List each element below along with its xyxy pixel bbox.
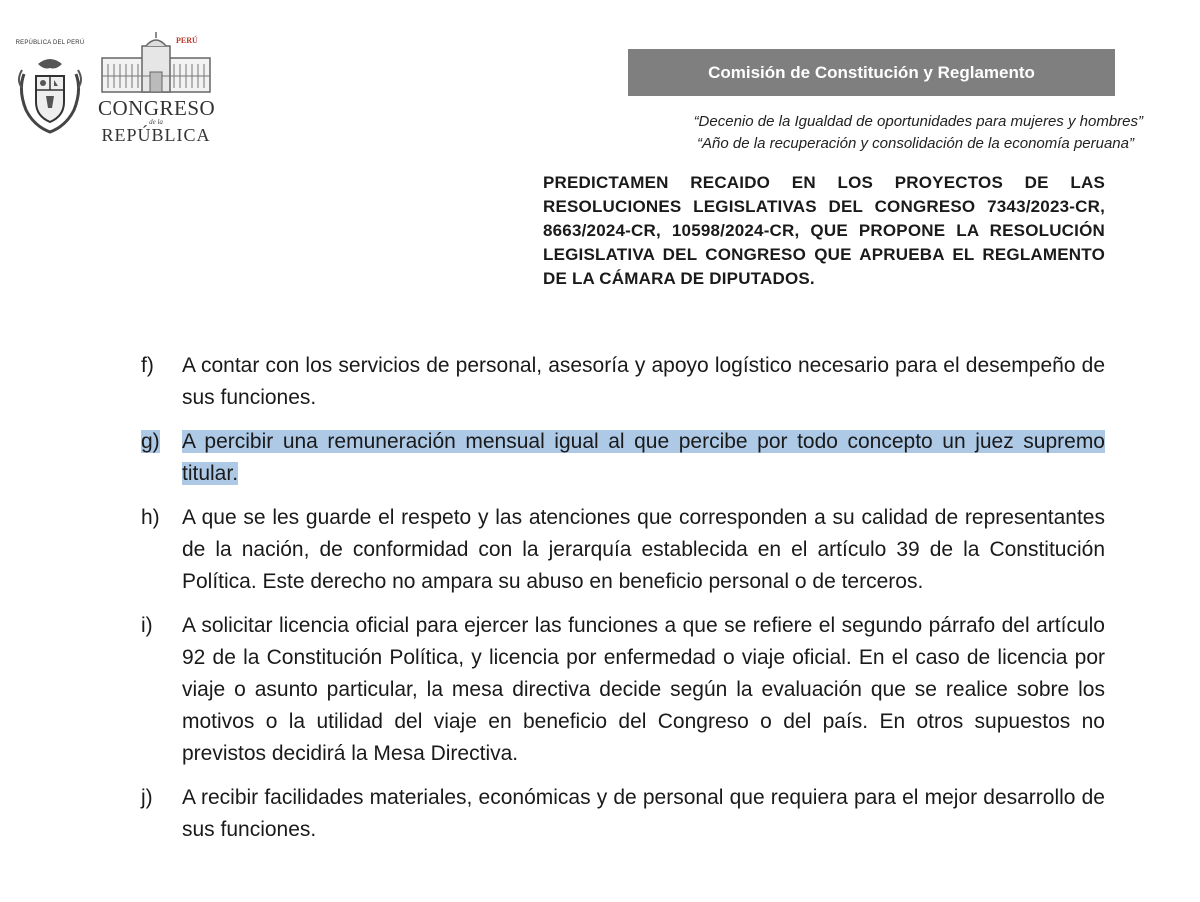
item-letter: j) — [141, 786, 153, 809]
item-text: A recibir facilidades materiales, económicas y de personal que requiera para el mejor desarrollo de sus funciones. — [182, 786, 1105, 841]
congreso-wordmark: CONGRESO — [98, 96, 216, 120]
item-letter: g) — [141, 430, 160, 453]
item-text: A solicitar licencia oficial para ejercer las funciones a que se refiere el segundo párrafo del artículo 92 de la Constitución Política, y licencia por enfermedad o viaje oficial. En el caso de licencia por viaje o asunto particular, la mesa directiva decide según la evaluación que se realice sobre los motivos o la utilidad del viaje en beneficio del Congreso o del país. En otros supuestos no previstos decidirá la Mesa Directiva. — [182, 614, 1105, 765]
decenio-motto: “Decenio de la Igualdad de oportunidades para mujeres y hombres” — [693, 113, 1143, 130]
item-letter: f) — [141, 354, 154, 377]
congreso-logo — [98, 32, 214, 150]
list-item-f — [141, 350, 1105, 414]
republica-wordmark: REPÚBLICA — [101, 125, 211, 145]
coat-of-arms-logo — [14, 40, 86, 148]
predictamen-heading: PREDICTAMEN RECAIDO EN LOS PROYECTOS DE LAS RESOLUCIONES LEGISLATIVAS DEL CONGRESO 7343/2023-CR, 8663/2024-CR, 10598/2024-CR, QUE PROPONE LA RESOLUCIÓN LEGISLATIVA DEL CONGRESO QUE APRUEBA EL REGLAMENTO DE LA CÁMARA DE DIPUTADOS. — [543, 173, 1105, 288]
coat-of-arms-icon — [14, 40, 86, 148]
rights-list — [141, 350, 1105, 858]
header-logos — [14, 26, 214, 156]
list-item-g-highlighted[interactable] — [141, 426, 1105, 490]
commission-title-bar: Comisión de Constitución y Reglamento — [628, 49, 1115, 96]
year-motto: “Año de la recuperación y consolidación de la economía peruana” — [697, 135, 1134, 152]
list-item-i — [141, 610, 1105, 770]
list-item-h — [141, 502, 1105, 598]
peru-label: PERÚ — [176, 36, 198, 45]
list-item-j — [141, 782, 1105, 846]
coat-of-arms-caption: REPÚBLICA DEL PERÚ — [15, 40, 85, 46]
item-text: A contar con los servicios de personal, asesoría y apoyo logístico necesario para el desempeño de sus funciones. — [182, 354, 1105, 409]
item-letter: i) — [141, 614, 153, 637]
item-text-selected[interactable]: A percibir una remuneración mensual igual al que percibe por todo concepto un juez supremo titular. — [182, 430, 1105, 485]
de-la-wordmark: de la — [149, 118, 163, 126]
item-text: A que se les guarde el respeto y las atenciones que corresponden a su calidad de representantes de la nación, de conformidad con la jerarquía establecida en el artículo 39 de la Constitución Política. Este derecho no ampara su abuso en beneficio personal o de terceros. — [182, 506, 1105, 593]
item-letter: h) — [141, 506, 160, 529]
